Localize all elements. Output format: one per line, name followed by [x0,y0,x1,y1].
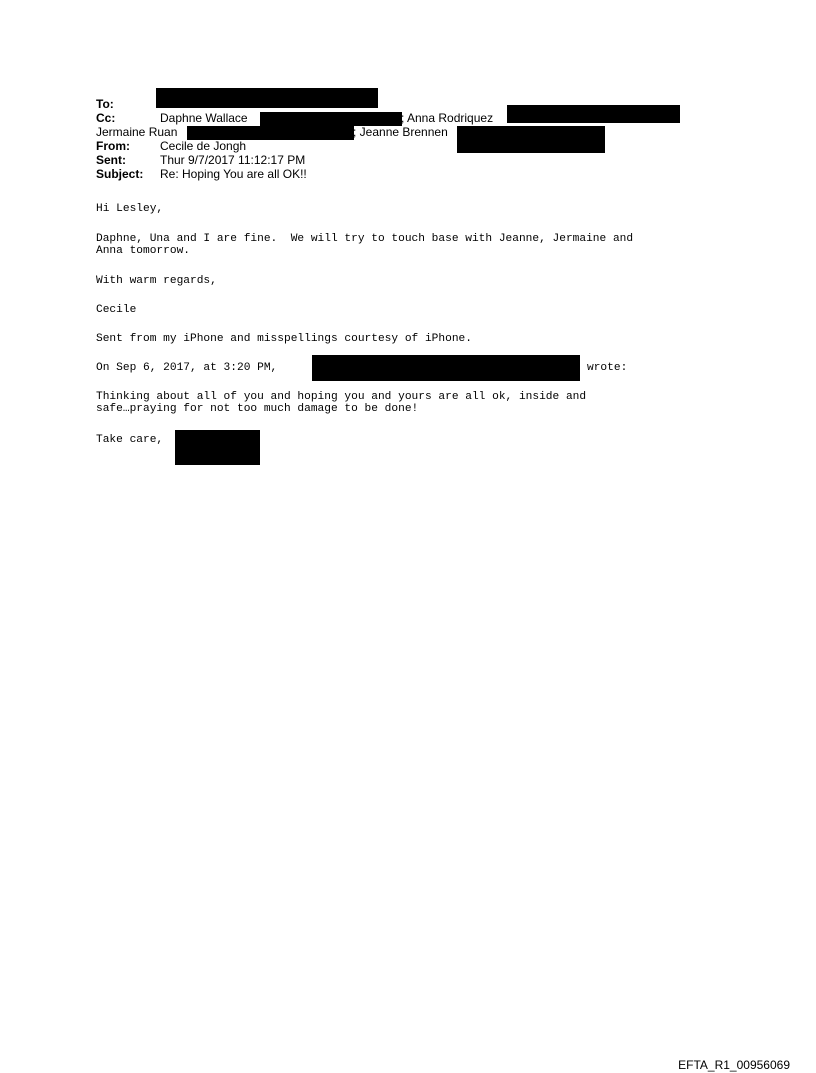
signature: Cecile [96,304,137,316]
cc-name-daphne: Daphne Wallace [160,111,248,125]
quote-wrote: wrote: [587,362,628,374]
closing: With warm regards, [96,275,217,287]
sent-from-line: Sent from my iPhone and misspellings courtesy of iPhone. [96,333,472,345]
body-paragraph-line-2: Anna tomorrow. [96,245,190,257]
sent-value: Thur 9/7/2017 11:12:17 PM [160,153,306,167]
cc-name-jermaine: Jermaine Ruan [96,125,178,139]
from-label: From: [96,139,130,153]
subject-value: Re: Hoping You are all OK!! [160,167,307,181]
redaction-to [156,88,378,108]
body-paragraph-line-1: Daphne, Una and I are fine. We will try to touch base with Jeanne, Jermaine and [96,233,634,245]
redaction-cc-1 [260,112,402,126]
sent-label: Sent: [96,153,126,167]
redaction-cc-3 [187,126,354,140]
greeting: Hi Lesley, [96,203,164,215]
cc-label: Cc: [96,111,116,125]
redaction-quote-signature [175,430,260,465]
quote-intro: On Sep 6, 2017, at 3:20 PM, [96,362,278,374]
redaction-cc-2 [507,105,680,123]
quote-line-2: safe…praying for not too much damage to be done! [96,403,419,415]
cc-name-jeanne: ; Jeanne Brennen [353,125,448,139]
quote-line-1: Thinking about all of you and hoping you and yours are all ok, inside and [96,391,587,403]
subject-label: Subject: [96,167,144,181]
document-id: EFTA_R1_00956069 [678,1058,790,1072]
to-label: To: [96,97,114,111]
redaction-quote-sender [312,355,580,381]
quote-signoff: Take care, [96,434,164,446]
cc-name-anna: ; Anna Rodriquez [401,111,494,125]
redaction-cc-4 [457,126,605,153]
from-value: Cecile de Jongh [160,139,247,153]
